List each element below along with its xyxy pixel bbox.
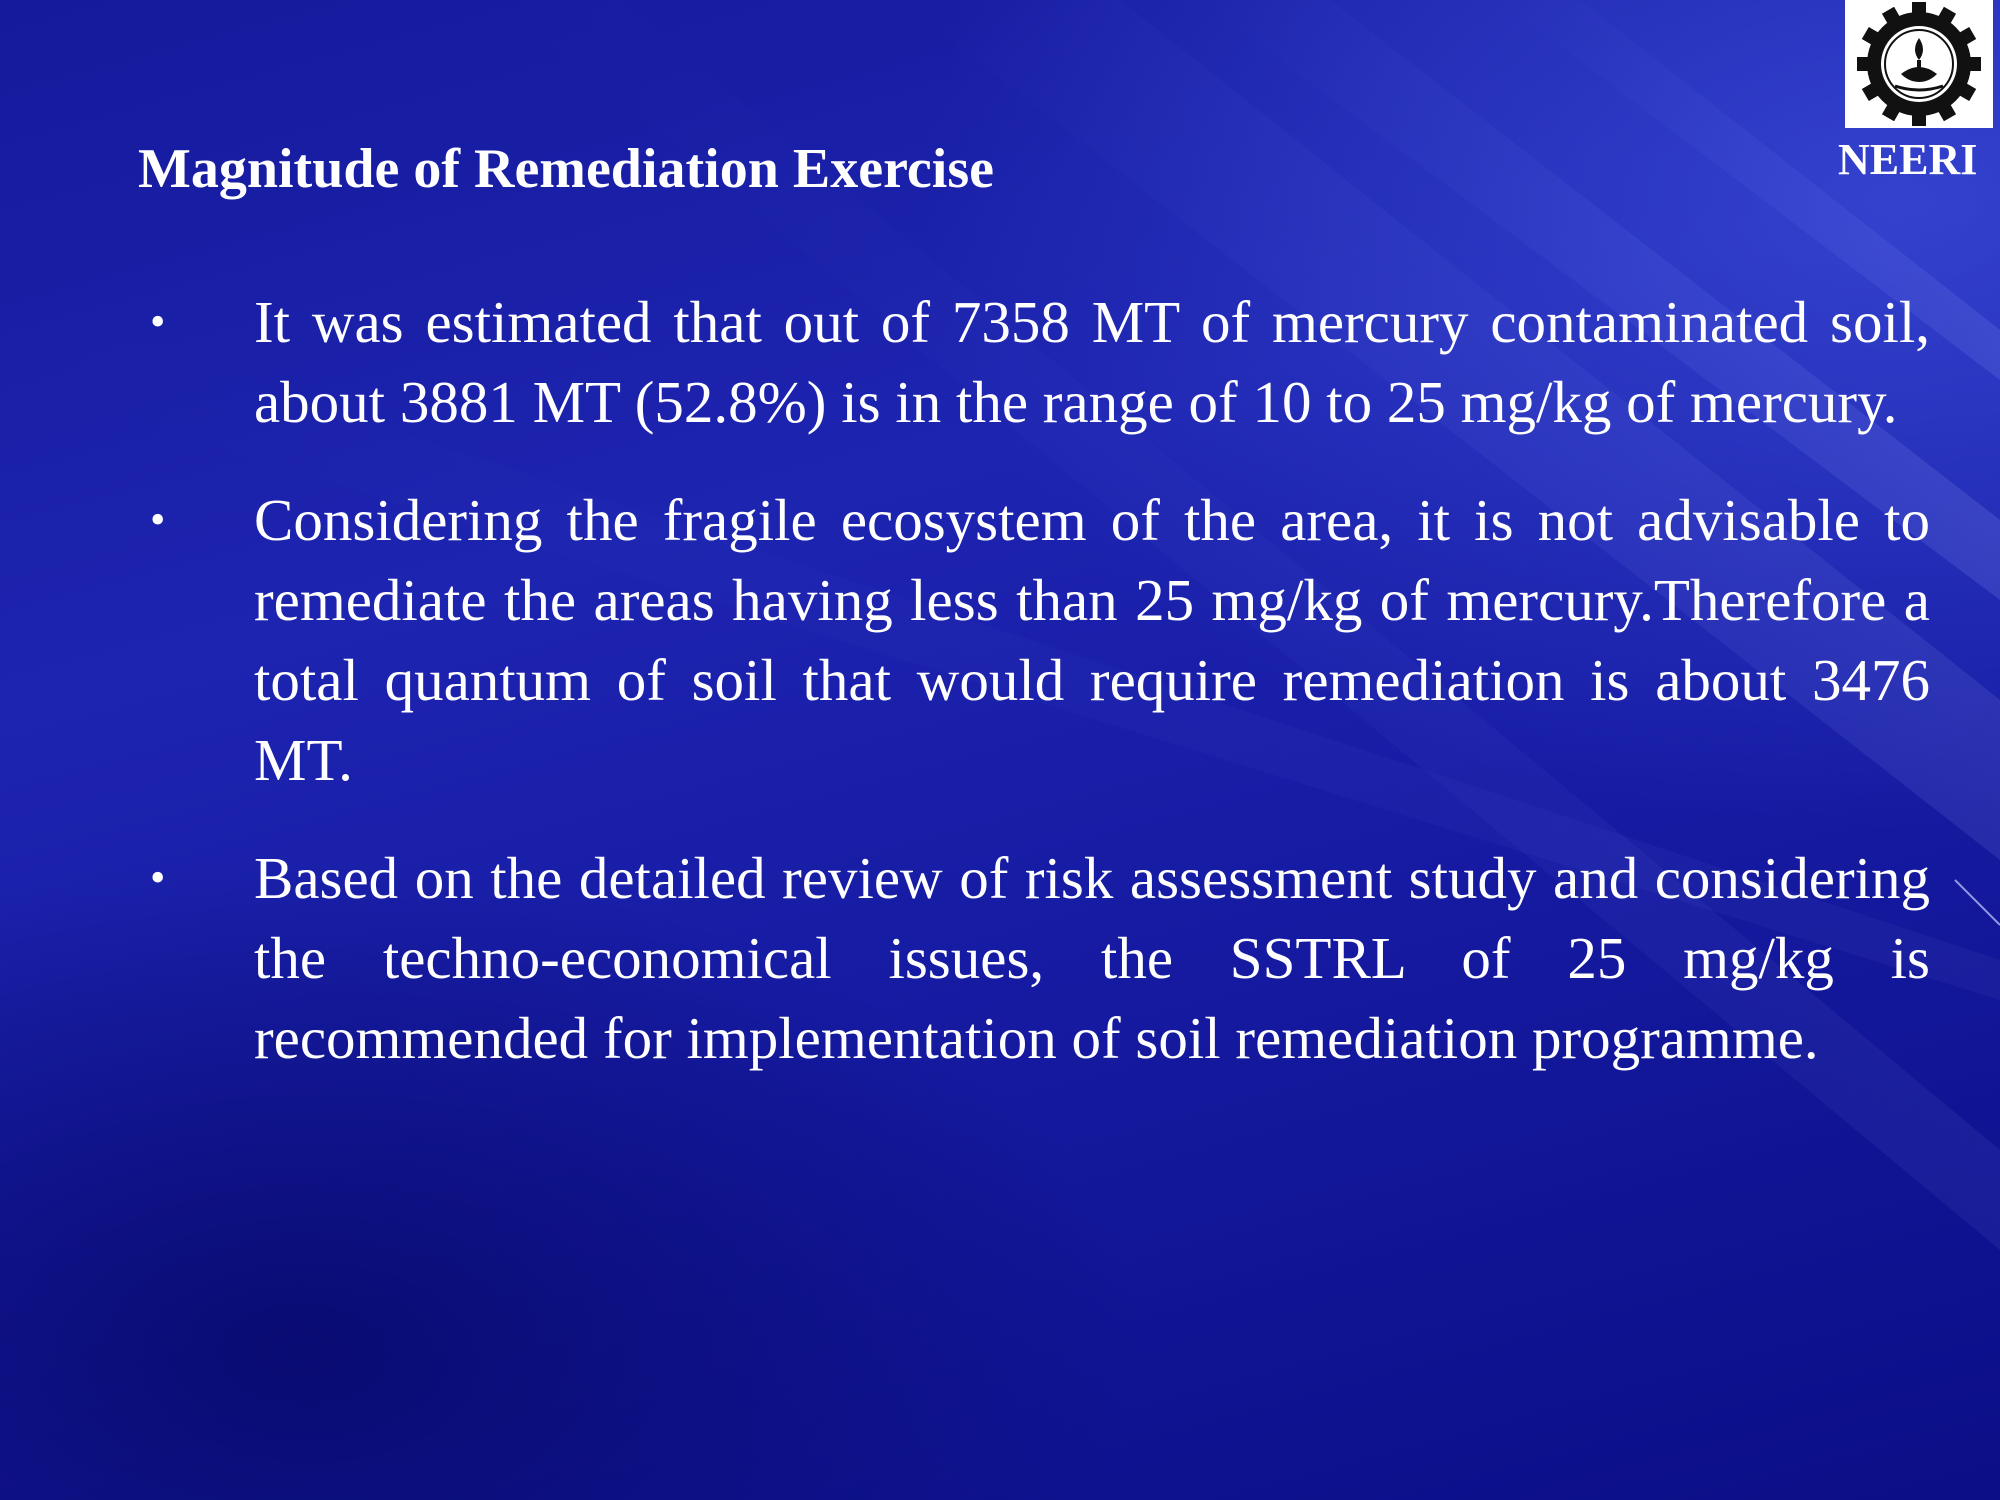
bullet-item [140,838,1930,1078]
slide-title: Magnitude of Remediation Exercise [138,138,994,200]
bullet-dot: • [150,495,166,544]
bullet-text: Considering the fragile ecosystem of the area, it is not advisable to remediate the areas having less than 25 mg/kg of mercury.Therefore a total quantum of soil that would require remediation is about 3476 MT. [254,487,1930,793]
bullet-text: Based on the detailed review of risk assessment study and considering the techno-economical issues, the SSTRL of 25 mg/kg is recommended for implementation of soil remediation programme. [254,845,1930,1071]
bullet-item [140,282,1930,442]
bullet-dot: • [150,853,166,902]
bullet-list [140,282,1930,1116]
bullet-text: It was estimated that out of 7358 MT of mercury contaminated soil, about 3881 MT (52.8%) is in the range of 10 to 25 mg/kg of mercury. [254,289,1930,435]
organization-name: NEERI [1838,135,1978,184]
bullet-item [140,480,1930,800]
csir-logo [1845,0,1993,128]
bullet-dot: • [150,297,166,346]
csir-india-gear-emblem-icon [1845,0,1993,128]
